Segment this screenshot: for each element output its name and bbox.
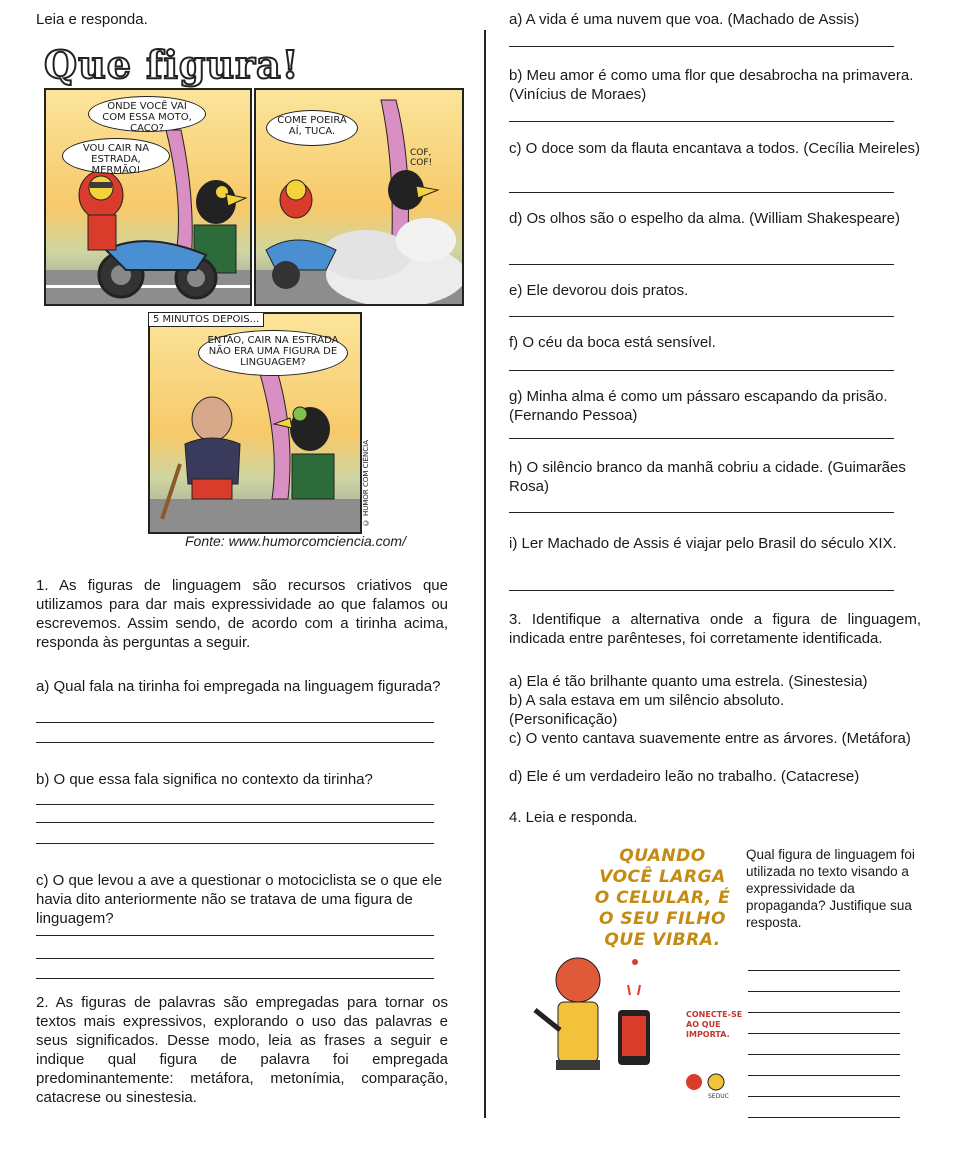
answer-line[interactable]	[748, 1117, 900, 1118]
answer-line[interactable]	[509, 370, 894, 371]
answer-line[interactable]	[36, 742, 434, 743]
q3-option-d[interactable]: d) Ele é um verdadeiro leão no trabalho. (Catacrese)	[509, 768, 860, 785]
speech-bubble-1: ONDE VOCÊ VAI COM ESSA MOTO, CACO?	[88, 96, 206, 132]
q4-question: Qual figura de linguagem foi utilizada no texto visando a expressividade da propaganda? Justifique sua resposta.	[746, 847, 915, 930]
answer-line[interactable]	[509, 46, 894, 47]
q1-intro: 1. As figuras de linguagem são recursos criativos que utilizamos para dar mais expressividade ao que falamos ou escrevemos. Assim sendo, de acordo com a tirinha acima, responda às perguntas a seguir.	[36, 577, 448, 651]
answer-line[interactable]	[748, 1075, 900, 1076]
speech-bubble-4: ENTÃO, CAIR NA ESTRADA NÃO ERA UMA FIGURA DE LINGUAGEM?	[198, 330, 348, 376]
answer-line[interactable]	[748, 1054, 900, 1055]
item-e: e) Ele devorou dois pratos.	[509, 282, 689, 299]
q3-option-b[interactable]: b) A sala estava em um silêncio absoluto. (Personificação)	[509, 692, 785, 728]
answer-line[interactable]	[36, 935, 434, 936]
q1-b: b) O que essa fala significa no contexto da tirinha?	[36, 771, 373, 788]
ad-line: O CELULAR, É	[594, 888, 731, 908]
item-c: c) O doce som da flauta encantava a todos. (Cecília Meireles)	[509, 140, 921, 157]
speech-bubble-2: VOU CAIR NA ESTRADA, MERMÃO!	[62, 138, 170, 174]
q3-option-a[interactable]: a) Ela é tão brilhante quanto uma estrela. (Sinestesia)	[509, 673, 868, 690]
q2-intro: 2. As figuras de palavras são empregadas para tornar os textos mais expressivos, explorando o uso das palavras e seus significados. Desse modo, leia as frases a seguir e indique qual figura de palavra foi empregada predominantemente: metáfora, metonímia, comparação, catacrese ou sinestesia.	[36, 994, 448, 1106]
answer-line[interactable]	[509, 264, 894, 265]
answer-line[interactable]	[509, 192, 894, 193]
item-a: a) A vida é uma nuvem que voa. (Machado de Assis)	[509, 11, 860, 28]
q1-c: c) O que levou a ave a questionar o motociclista se o que ele havia dito anteriormente não se tratava de uma figura de linguagem?	[36, 872, 443, 927]
q1-a: a) Qual fala na tirinha foi empregada na linguagem figurada?	[36, 678, 441, 695]
column-divider	[484, 30, 486, 1118]
answer-line[interactable]	[748, 1012, 900, 1013]
answer-line[interactable]	[36, 843, 434, 844]
answer-line[interactable]	[748, 970, 900, 971]
item-i: i) Ler Machado de Assis é viajar pelo Brasil do século XIX.	[509, 535, 897, 552]
item-b: b) Meu amor é como uma flor que desabrocha na primavera. (Vinícius de Moraes)	[509, 67, 914, 103]
answer-line[interactable]	[36, 722, 434, 723]
item-h: h) O silêncio branco da manhã cobriu a cidade. (Guimarães Rosa)	[509, 459, 906, 495]
item-g: g) Minha alma é como um pássaro escapando da prisão. (Fernando Pessoa)	[509, 388, 888, 424]
ad-slogan: CONECTE-SE AO QUE IMPORTA.	[686, 1010, 743, 1039]
ad-line: O SEU FILHO	[599, 909, 726, 929]
item-d: d) Os olhos são o espelho da alma. (William Shakespeare)	[509, 210, 901, 227]
answer-line[interactable]	[36, 822, 434, 823]
ad-headline	[585, 846, 740, 951]
instruction-left: Leia e responda.	[36, 11, 148, 28]
answer-line[interactable]	[509, 316, 894, 317]
speech-bubble-3: COME POEIRA AÍ, TUCA.	[266, 110, 358, 146]
answer-line[interactable]	[36, 958, 434, 959]
answer-line[interactable]	[509, 121, 894, 122]
cough-sound: COF, COF!	[410, 148, 433, 168]
answer-line[interactable]	[748, 1033, 900, 1034]
answer-line[interactable]	[509, 590, 894, 591]
answer-line[interactable]	[509, 438, 894, 439]
comic-title: Que figura!	[44, 42, 300, 87]
comic-source: Fonte: www.humorcomciencia.com/	[185, 533, 406, 549]
ad-line: QUE VIBRA.	[604, 930, 721, 950]
answer-line[interactable]	[36, 978, 434, 979]
answer-line[interactable]	[748, 991, 900, 992]
comic-caption: 5 MINUTOS DEPOIS...	[148, 312, 264, 327]
ad-logo: SEDUC	[708, 1093, 729, 1100]
answer-line[interactable]	[748, 1096, 900, 1097]
ad-line: QUANDO	[619, 846, 706, 866]
q4-intro: 4. Leia e responda.	[509, 809, 638, 826]
q3-intro: 3. Identifique a alternativa onde a figura de linguagem, indicada entre parênteses, foi corretamente identificada.	[509, 611, 921, 647]
answer-line[interactable]	[509, 512, 894, 513]
comic-credit: © HUMOR COM CIÊNCIA	[362, 440, 370, 527]
q3-option-c[interactable]: c) O vento cantava suavemente entre as árvores. (Metáfora)	[509, 730, 911, 747]
item-f: f) O céu da boca está sensível.	[509, 334, 716, 351]
answer-line[interactable]	[36, 804, 434, 805]
ad-line: VOCÊ LARGA	[599, 867, 726, 887]
